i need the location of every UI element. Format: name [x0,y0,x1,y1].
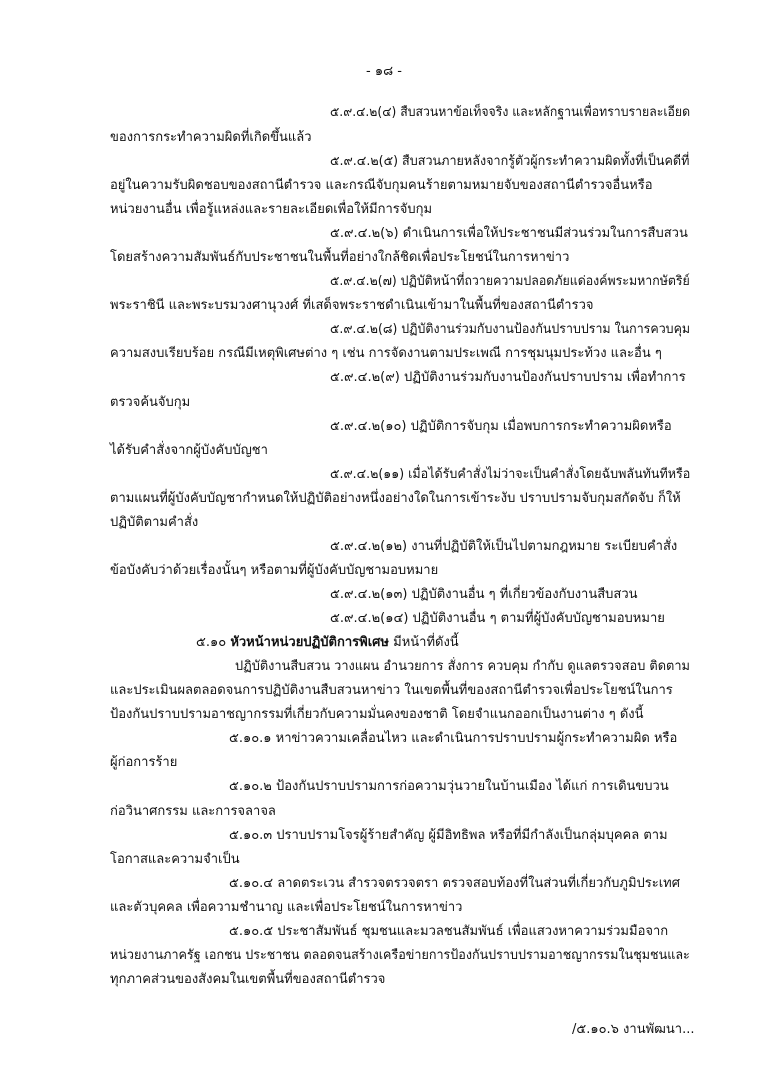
page-number: - ๑๘ - [366,64,402,79]
clause-text: ๕.๙.๔.๒(๑๓) ปฏิบัติงานอื่น ๆ ที่เกี่ยวข้องกับงานสืบสวน [330,587,638,602]
clause-text: พระราชินี และพระบรมวงศานุวงศ์ ที่เสด็จพระราชดำเนินเข้ามาในพื้นที่ของสถานีตำรวจ [110,298,594,313]
clause-text: โอกาสและความจำเป็น [110,852,240,867]
clause-text: ๕.๙.๔.๒(๙) ปฏิบัติงานร่วมกับงานป้องกันปราบปราม เพื่อทำการ [330,370,686,385]
clause-text: ปฏิบัติตามคำสั่ง [110,515,199,530]
clause-text: ของการกระทำความผิดที่เกิดขึ้นแล้ว [110,130,312,145]
clause-text: ทุกภาคส่วนของสังคมในเขตพื้นที่ของสถานีตำรวจ [110,972,386,987]
section-title-tail: มีหน้าที่ดังนี้ [393,635,459,650]
clause-text: อยู่ในความรับผิดชอบของสถานีตำรวจ และกรณีจับกุมคนร้ายตามหมายจับของสถานีตำรวจอื่นหรือ [110,178,653,193]
paragraph-text: และประเมินผลตลอดจนการปฏิบัติงานสืบสวนหาข่าว ในเขตพื้นที่ของสถานีตำรวจเพื่อประโยชน์ในการ [110,683,673,698]
continuation-reference: /๕.๑๐.๖ งานพัฒนา... [572,1022,695,1037]
clause-text: ข้อบังคับว่าด้วยเรื่องนั้นๆ หรือตามที่ผู้บังคับบัญชามอบหมาย [110,563,439,578]
clause-text: ๕.๑๐.๔ ลาดตระเวน สำรวจตรวจตรา ตรวจสอบท้องที่ในส่วนที่เกี่ยวกับภูมิประเทศ [229,876,681,891]
clause-text: ๕.๙.๔.๒(๖) ดำเนินการเพื่อให้ประชาชนมีส่วนร่วมในการสืบสวน [330,226,688,241]
clause-text: หน่วยงานภาครัฐ เอกชน ประชาชน ตลอดจนสร้างเครือข่ายการป้องกันปราบปรามอาชญากรรมในชุมชนและ [110,948,690,963]
clause-text: หน่วยงานอื่น เพื่อรู้แหล่งและรายละเอียดเพื่อให้มีการจับกุม [110,202,433,217]
clause-text: ๕.๙.๔.๒(๑๑) เมื่อได้รับคำสั่งไม่ว่าจะเป็นคำสั่งโดยฉับพลันทันทีหรือ [330,467,691,482]
paragraph-text: ปฏิบัติงานสืบสวน วางแผน อำนวยการ สั่งการ ควบคุม กำกับ ดูแลตรวจสอบ ติดตาม [235,659,690,674]
section-heading [196,634,459,652]
clause-text: ตามแผนที่ผู้บังคับบัญชากำหนดให้ปฏิบัติอย่างหนึ่งอย่างใดในการเข้าระงับ ปราบปรามจับกุมสกัดจับ ก็ให้ [110,491,681,506]
clause-text: ๕.๑๐.๓ ปราบปรามโจรผู้ร้ายสำคัญ ผู้มีอิทธิพล หรือที่มีกำลังเป็นกลุ่มบุคคล ตาม [229,828,668,843]
clause-text: ได้รับคำสั่งจากผู้บังคับบัญชา [110,443,268,458]
clause-text: ๕.๑๐.๒ ป้องกันปราบปรามการก่อความวุ่นวายในบ้านเมือง ได้แก่ การเดินขบวน [229,779,669,794]
clause-text: ตรวจค้นจับกุม [110,395,191,410]
clause-text: ๕.๙.๔.๒(๔) สืบสวนหาข้อเท็จจริง และหลักฐานเพื่อทราบรายละเอียด [330,105,691,120]
clause-text: ๕.๙.๔.๒(๑๐) ปฏิบัติการจับกุม เมื่อพบการกระทำความผิดหรือ [330,419,672,434]
clause-text: ความสงบเรียบร้อย กรณีมีเหตุพิเศษต่าง ๆ เช่น การจัดงานตามประเพณี การชุมนุมประท้วง และอื่น ๆ [110,346,662,361]
clause-text: ๕.๑๐.๕ ประชาสัมพันธ์ ชุมชนและมวลชนสัมพันธ์ เพื่อแสวงหาความร่วมมือจาก [229,924,669,939]
clause-text: ๕.๙.๔.๒(๘) ปฏิบัติงานร่วมกับงานป้องกันปราบปราม ในการควบคุม [330,322,691,337]
clause-text: ผู้ก่อการร้าย [110,755,178,770]
section-number: ๕.๑๐ [196,635,227,650]
section-title: หัวหน้าหน่วยปฏิบัติการพิเศษ [230,635,389,650]
clause-text: ๕.๙.๔.๒(๗) ปฏิบัติหน้าที่ถวายความปลอดภัยแด่องค์พระมหากษัตริย์ [330,274,690,289]
clause-text: โดยสร้างความสัมพันธ์กับประชาชนในพื้นที่อย่างใกล้ชิดเพื่อประโยชน์ในการหาข่าว [110,250,570,265]
clause-text: ๕.๑๐.๑ หาข่าวความเคลื่อนไหว และดำเนินการปราบปรามผู้กระทำความผิด หรือ [229,731,678,746]
paragraph-text: ป้องกันปราบปรามอาชญากรรมที่เกี่ยวกับความมั่นคงของชาติ โดยจำแนกออกเป็นงานต่าง ๆ ดังนี้ [110,707,644,722]
clause-text: และตัวบุคคล เพื่อความชำนาญ และเพื่อประโยชน์ในการหาข่าว [110,900,463,915]
clause-text: ๕.๙.๔.๒(๑๔) ปฏิบัติงานอื่น ๆ ตามที่ผู้บังคับบัญชามอบหมาย [330,611,665,626]
clause-text: ก่อวินาศกรรม และการจลาจล [110,804,276,819]
clause-text: ๕.๙.๔.๒(๕) สืบสวนภายหลังจากรู้ตัวผู้กระทำความผิดทั้งที่เป็นคดีที่ [330,154,690,169]
clause-text: ๕.๙.๔.๒(๑๒) งานที่ปฏิบัติให้เป็นไปตามกฎหมาย ระเบียบคำสั่ง [330,539,678,554]
